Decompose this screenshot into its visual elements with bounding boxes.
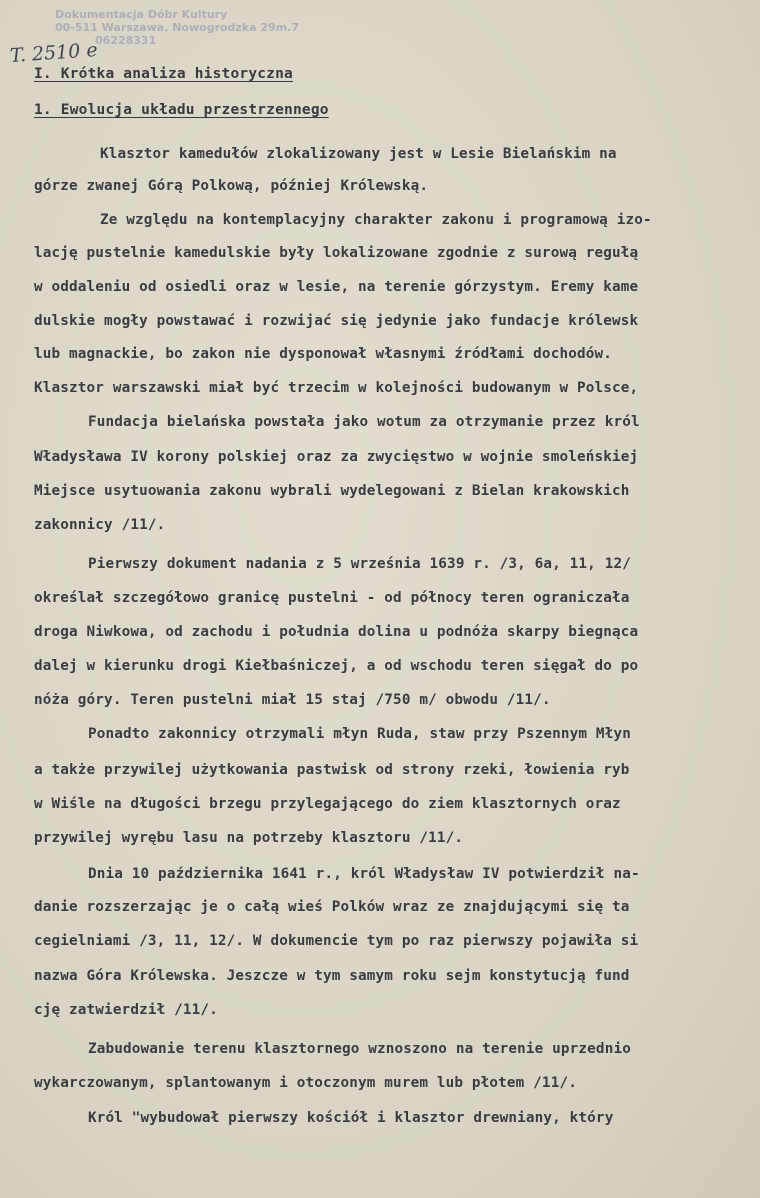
text-line: nóża góry. Teren pustelni miał 15 staj /750 m/ obwodu /11/. [34,692,551,708]
text-line: Pierwszy dokument nadania z 5 września 1639 r. /3, 6a, 11, 12/ [88,556,631,572]
text-line: Klasztor warszawski miał być trzecim w kolejności budowanym w Polsce, [34,380,639,396]
text-line: lację pustelnie kamedulskie były lokalizowane zgodnie z surową regułą [34,245,639,261]
text-line: zakonnicy /11/. [34,517,166,533]
stamp-line-1: Dokumentacja Dóbr Kultury [55,8,228,21]
subsection-heading: 1. Ewolucja układu przestrzennego [34,102,329,118]
text-line: Zabudowanie terenu klasztornego wznoszono na terenie uprzednio [88,1041,631,1057]
text-line: droga Niwkowa, od zachodu i południa dolina u podnóża skarpy biegnąca [34,624,639,640]
text-line: a także przywilej użytkowania pastwisk od strony rzeki, łowienia ryb [34,762,630,778]
text-line: Miejsce usytuowania zakonu wybrali wydelegowani z Bielan krakowskich [34,483,630,499]
stamp-line-2: 00-511 Warszawa, Nowogrodzka 29m.7 [55,21,300,34]
text-line: określał szczegółowo granicę pustelni - od północy teren ograniczała [34,590,630,606]
handwritten-reference: T. 2510 e [9,38,99,68]
text-line: dulskie mogły powstawać i rozwijać się jedynie jako fundacje królewsk [34,313,639,329]
text-line: wykarczowanym, splantowanym i otoczonym murem lub płotem /11/. [34,1075,577,1091]
text-line: Władysława IV korony polskiej oraz za zwycięstwo w wojnie smoleńskiej [34,449,639,465]
stamp-line-3: 06228331 [95,34,157,47]
text-line: w Wiśle na długości brzegu przylegającego do ziem klasztornych oraz [34,796,621,812]
text-line: cegielniami /3, 11, 12/. W dokumencie tym po raz pierwszy pojawiła si [34,933,639,949]
text-line: dalej w kierunku drogi Kiełbaśniczej, a od wschodu teren sięgał do po [34,658,639,674]
text-line: Klasztor kamedułów zlokalizowany jest w Lesie Bielańskim na [100,146,617,162]
text-line: nazwa Góra Królewska. Jeszcze w tym samym roku sejm konstytucją fund [34,968,630,984]
text-line: danie rozszerzając je o całą wieś Polków wraz ze znajdującymi się ta [34,899,630,915]
text-line: Ponadto zakonnicy otrzymali młyn Ruda, staw przy Pszennym Młyn [88,726,631,742]
text-line: cję zatwierdził /11/. [34,1002,218,1018]
text-line: Król "wybudował pierwszy kościół i klasztor drewniany, który [88,1110,614,1126]
section-heading: I. Krótka analiza historyczna [34,66,293,82]
text-line: przywilej wyrębu lasu na potrzeby klasztoru /11/. [34,830,464,846]
text-line: Fundacja bielańska powstała jako wotum za otrzymanie przez król [88,414,640,430]
text-line: lub magnackie, bo zakon nie dysponował własnymi źródłami dochodów. [34,346,612,362]
text-line: górze zwanej Górą Polkową, później Królewską. [34,178,429,194]
text-line: Dnia 10 października 1641 r., król Władysław IV potwierdził na- [88,866,640,882]
text-line: Ze względu na kontemplacyjny charakter zakonu i programową izo- [100,212,652,228]
text-line: w oddaleniu od osiedli oraz w lesie, na terenie górzystym. Eremy kame [34,279,639,295]
